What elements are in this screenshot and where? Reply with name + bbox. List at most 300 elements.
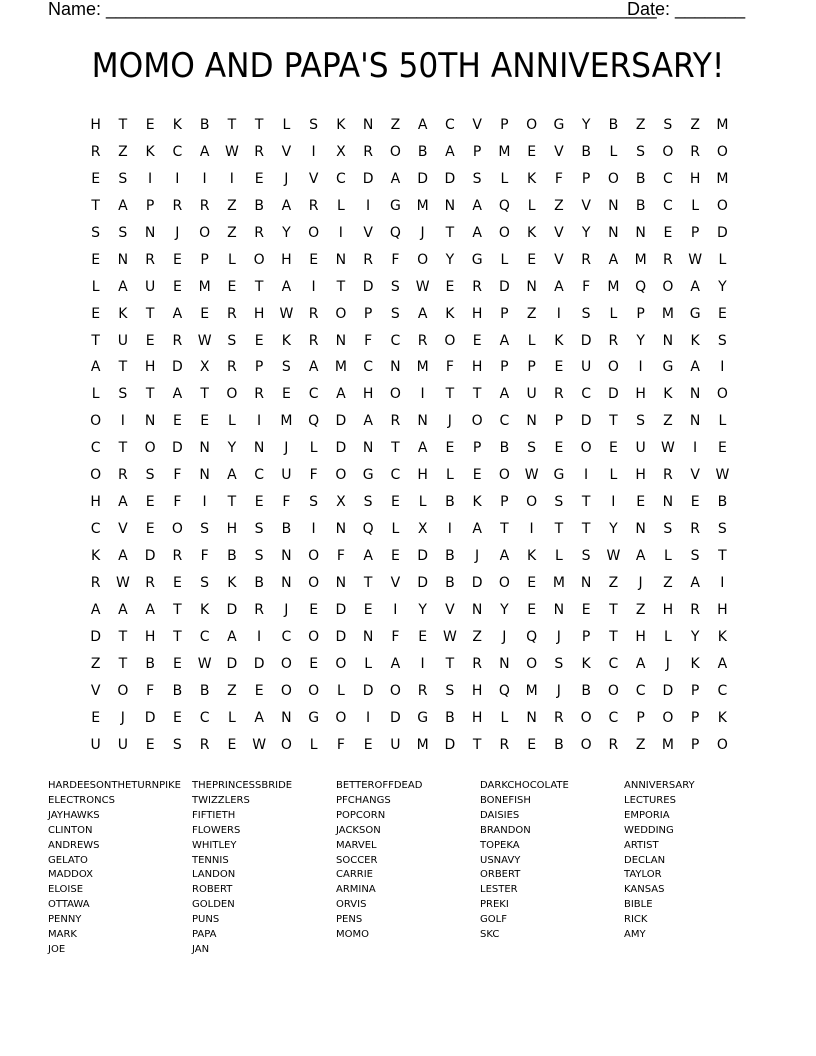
grid-letter[interactable]: V bbox=[554, 251, 564, 268]
grid-letter[interactable]: K bbox=[118, 305, 128, 322]
grid-letter[interactable]: A bbox=[199, 143, 210, 160]
grid-letter[interactable]: K bbox=[717, 628, 727, 645]
grid-letter[interactable]: N bbox=[281, 709, 292, 726]
grid-letter[interactable]: L bbox=[609, 467, 618, 484]
grid-letter[interactable]: D bbox=[417, 574, 429, 591]
grid-letter[interactable]: Z bbox=[90, 655, 101, 672]
grid-letter[interactable]: T bbox=[91, 332, 100, 349]
grid-letter[interactable]: O bbox=[662, 143, 674, 160]
grid-letter[interactable]: E bbox=[254, 494, 264, 511]
grid-letter[interactable]: O bbox=[308, 682, 320, 699]
grid-letter[interactable]: M bbox=[416, 736, 429, 753]
grid-letter[interactable]: A bbox=[145, 601, 155, 618]
grid-letter[interactable]: O bbox=[662, 278, 674, 295]
grid-letter[interactable]: E bbox=[309, 655, 319, 672]
grid-letter[interactable]: O bbox=[716, 386, 728, 403]
grid-letter[interactable]: B bbox=[281, 521, 292, 538]
grid-letter[interactable]: N bbox=[662, 494, 674, 511]
grid-letter[interactable]: V bbox=[554, 143, 564, 160]
grid-letter[interactable]: D bbox=[362, 170, 374, 187]
grid-letter[interactable]: P bbox=[472, 143, 482, 160]
grid-letter[interactable]: C bbox=[581, 386, 592, 403]
grid-letter[interactable]: K bbox=[336, 117, 346, 133]
grid-letter[interactable]: G bbox=[308, 709, 320, 726]
grid-letter[interactable]: Y bbox=[418, 601, 427, 618]
grid-letter[interactable]: P bbox=[500, 494, 509, 511]
grid-letter[interactable]: R bbox=[608, 736, 619, 753]
grid-letter[interactable]: D bbox=[226, 655, 238, 672]
grid-letter[interactable]: X bbox=[336, 494, 346, 511]
grid-letter[interactable]: P bbox=[690, 736, 700, 753]
grid-letter[interactable]: J bbox=[284, 440, 289, 457]
grid-letter[interactable]: L bbox=[609, 143, 618, 160]
grid-letter[interactable]: E bbox=[254, 682, 264, 699]
grid-letter[interactable]: A bbox=[390, 170, 401, 187]
grid-letter[interactable]: K bbox=[581, 655, 591, 672]
grid-letter[interactable]: F bbox=[173, 494, 182, 511]
grid-letter[interactable]: O bbox=[526, 655, 538, 672]
grid-letter[interactable]: M bbox=[661, 736, 674, 753]
grid-letter[interactable]: E bbox=[445, 440, 455, 457]
grid-letter[interactable]: T bbox=[254, 278, 264, 295]
grid-letter[interactable]: F bbox=[391, 628, 400, 645]
grid-letter[interactable]: F bbox=[336, 548, 345, 564]
grid-letter[interactable]: E bbox=[254, 170, 264, 187]
grid-letter[interactable]: B bbox=[445, 548, 455, 564]
grid-letter[interactable]: H bbox=[471, 709, 483, 726]
grid-letter[interactable]: Z bbox=[663, 574, 673, 591]
grid-letter[interactable]: O bbox=[308, 628, 320, 645]
grid-letter[interactable]: V bbox=[472, 117, 482, 133]
grid-letter[interactable]: R bbox=[690, 143, 700, 160]
grid-letter[interactable]: O bbox=[144, 440, 156, 457]
grid-letter[interactable]: L bbox=[91, 386, 100, 403]
grid-letter[interactable]: C bbox=[608, 655, 619, 672]
grid-letter[interactable]: C bbox=[608, 709, 619, 726]
grid-letter[interactable]: O bbox=[471, 413, 483, 430]
grid-letter[interactable]: A bbox=[417, 440, 428, 457]
grid-letter[interactable]: L bbox=[663, 628, 672, 645]
grid-letter[interactable]: B bbox=[199, 682, 210, 699]
grid-letter[interactable]: B bbox=[635, 170, 646, 187]
grid-letter[interactable]: A bbox=[390, 655, 401, 672]
grid-letter[interactable]: M bbox=[661, 305, 674, 322]
grid-letter[interactable]: E bbox=[309, 601, 319, 618]
grid-letter[interactable]: H bbox=[253, 305, 265, 322]
grid-letter[interactable]: B bbox=[499, 440, 510, 457]
grid-letter[interactable]: P bbox=[500, 359, 509, 376]
grid-letter[interactable]: C bbox=[199, 628, 210, 645]
grid-letter[interactable]: S bbox=[200, 521, 210, 538]
grid-letter[interactable]: S bbox=[254, 548, 264, 564]
grid-letter[interactable]: O bbox=[444, 332, 456, 349]
grid-letter[interactable]: Q bbox=[635, 278, 647, 295]
grid-letter[interactable]: S bbox=[554, 655, 564, 672]
grid-letter[interactable]: Y bbox=[445, 251, 455, 268]
grid-letter[interactable]: B bbox=[172, 682, 183, 699]
grid-letter[interactable]: D bbox=[417, 548, 429, 564]
grid-letter[interactable]: E bbox=[91, 709, 101, 726]
grid-letter[interactable]: P bbox=[200, 251, 209, 268]
grid-letter[interactable]: J bbox=[175, 224, 180, 241]
grid-letter[interactable]: L bbox=[445, 467, 454, 484]
grid-letter[interactable]: S bbox=[118, 224, 128, 241]
grid-letter[interactable]: F bbox=[200, 548, 209, 564]
grid-letter[interactable]: R bbox=[227, 359, 237, 376]
grid-letter[interactable]: L bbox=[227, 413, 236, 430]
grid-letter[interactable]: N bbox=[362, 628, 374, 645]
grid-letter[interactable]: E bbox=[363, 736, 373, 753]
grid-letter[interactable]: E bbox=[527, 601, 537, 618]
grid-letter[interactable]: A bbox=[118, 601, 128, 618]
grid-letter[interactable]: Q bbox=[526, 628, 538, 645]
grid-letter[interactable]: I bbox=[693, 440, 698, 457]
grid-letter[interactable]: H bbox=[90, 494, 101, 511]
grid-letter[interactable]: C bbox=[390, 467, 401, 484]
grid-letter[interactable]: N bbox=[335, 251, 347, 268]
grid-letter[interactable]: F bbox=[282, 494, 291, 511]
grid-letter[interactable]: E bbox=[581, 601, 591, 618]
grid-letter[interactable]: H bbox=[281, 251, 292, 268]
grid-letter[interactable]: B bbox=[445, 494, 455, 511]
grid-letter[interactable]: R bbox=[690, 521, 700, 538]
grid-letter[interactable]: T bbox=[336, 278, 346, 295]
grid-letter[interactable]: G bbox=[471, 251, 483, 268]
grid-letter[interactable]: V bbox=[390, 574, 401, 591]
grid-letter[interactable]: D bbox=[362, 278, 374, 295]
grid-letter[interactable]: O bbox=[716, 143, 728, 160]
grid-letter[interactable]: D bbox=[444, 736, 456, 753]
grid-letter[interactable]: L bbox=[527, 332, 536, 349]
grid-letter[interactable]: O bbox=[335, 655, 347, 672]
grid-letter[interactable]: R bbox=[417, 682, 428, 699]
grid-letter[interactable]: T bbox=[254, 117, 264, 133]
grid-letter[interactable]: T bbox=[118, 628, 128, 645]
grid-letter[interactable]: R bbox=[308, 305, 319, 322]
grid-letter[interactable]: H bbox=[144, 628, 156, 645]
grid-letter[interactable]: R bbox=[172, 197, 183, 214]
grid-letter[interactable]: I bbox=[175, 170, 180, 187]
grid-letter[interactable]: C bbox=[444, 117, 455, 133]
grid-letter[interactable]: R bbox=[472, 655, 482, 672]
grid-letter[interactable]: I bbox=[257, 628, 262, 645]
grid-letter[interactable]: S bbox=[527, 440, 537, 457]
grid-letter[interactable]: E bbox=[717, 440, 727, 457]
grid-letter[interactable]: S bbox=[390, 278, 400, 295]
grid-letter[interactable]: O bbox=[607, 682, 619, 699]
grid-letter[interactable]: F bbox=[391, 251, 400, 268]
grid-letter[interactable]: R bbox=[254, 601, 264, 618]
grid-letter[interactable]: L bbox=[227, 251, 236, 268]
grid-letter[interactable]: L bbox=[336, 682, 345, 699]
grid-letter[interactable]: O bbox=[716, 736, 728, 753]
grid-letter[interactable]: A bbox=[417, 117, 428, 133]
grid-letter[interactable]: U bbox=[281, 467, 292, 484]
grid-letter[interactable]: A bbox=[717, 655, 728, 672]
grid-letter[interactable]: I bbox=[202, 170, 207, 187]
grid-letter[interactable]: S bbox=[281, 359, 291, 376]
grid-letter[interactable]: N bbox=[662, 332, 674, 349]
grid-letter[interactable]: E bbox=[309, 251, 319, 268]
grid-letter[interactable]: V bbox=[308, 170, 319, 187]
grid-letter[interactable]: L bbox=[527, 197, 536, 214]
grid-letter[interactable]: O bbox=[253, 251, 265, 268]
grid-letter[interactable]: H bbox=[662, 601, 674, 618]
grid-letter[interactable]: I bbox=[556, 305, 561, 322]
grid-letter[interactable]: L bbox=[336, 197, 345, 214]
grid-letter[interactable]: K bbox=[145, 143, 155, 160]
grid-letter[interactable]: K bbox=[200, 601, 210, 618]
grid-letter[interactable]: W bbox=[252, 736, 267, 753]
grid-letter[interactable]: N bbox=[471, 601, 483, 618]
grid-letter[interactable]: O bbox=[90, 467, 102, 484]
grid-letter[interactable]: R bbox=[199, 736, 210, 753]
grid-letter[interactable]: J bbox=[556, 628, 561, 645]
grid-letter[interactable]: T bbox=[363, 574, 373, 591]
grid-letter[interactable]: Y bbox=[718, 278, 727, 295]
grid-letter[interactable]: P bbox=[581, 170, 591, 187]
grid-letter[interactable]: Z bbox=[635, 736, 646, 753]
grid-letter[interactable]: E bbox=[527, 736, 537, 753]
grid-letter[interactable]: W bbox=[688, 251, 703, 268]
grid-letter[interactable]: A bbox=[472, 521, 482, 538]
grid-letter[interactable]: W bbox=[524, 467, 539, 484]
grid-letter[interactable]: I bbox=[148, 170, 153, 187]
grid-letter[interactable]: Q bbox=[498, 682, 510, 699]
grid-letter[interactable]: A bbox=[472, 224, 482, 241]
grid-letter[interactable]: T bbox=[227, 494, 237, 511]
grid-letter[interactable]: Z bbox=[227, 224, 237, 241]
grid-letter[interactable]: E bbox=[145, 521, 155, 538]
grid-letter[interactable]: N bbox=[362, 440, 374, 457]
grid-letter[interactable]: Y bbox=[609, 521, 618, 538]
grid-letter[interactable]: K bbox=[554, 332, 564, 349]
grid-letter[interactable]: N bbox=[608, 197, 619, 214]
grid-letter[interactable]: T bbox=[173, 601, 182, 618]
grid-letter[interactable]: S bbox=[663, 521, 673, 538]
grid-letter[interactable]: C bbox=[390, 332, 401, 349]
grid-letter[interactable]: M bbox=[525, 682, 538, 699]
grid-letter[interactable]: G bbox=[553, 117, 565, 133]
grid-letter[interactable]: L bbox=[500, 251, 509, 268]
grid-letter[interactable]: K bbox=[690, 655, 700, 672]
grid-letter[interactable]: F bbox=[309, 467, 318, 484]
grid-letter[interactable]: K bbox=[527, 548, 537, 564]
grid-letter[interactable]: W bbox=[197, 332, 212, 349]
grid-letter[interactable]: D bbox=[607, 386, 619, 403]
grid-letter[interactable]: M bbox=[634, 251, 647, 268]
grid-letter[interactable]: C bbox=[717, 682, 728, 699]
grid-letter[interactable]: I bbox=[420, 386, 425, 403]
grid-letter[interactable]: J bbox=[665, 655, 670, 672]
grid-letter[interactable]: U bbox=[526, 386, 537, 403]
grid-letter[interactable]: H bbox=[471, 305, 483, 322]
grid-letter[interactable]: A bbox=[172, 386, 183, 403]
grid-letter[interactable]: H bbox=[635, 628, 646, 645]
grid-letter[interactable]: A bbox=[90, 359, 101, 376]
grid-letter[interactable]: L bbox=[691, 197, 700, 214]
grid-letter[interactable]: C bbox=[90, 521, 101, 538]
grid-letter[interactable]: P bbox=[554, 413, 564, 430]
grid-letter[interactable]: L bbox=[282, 117, 291, 133]
grid-letter[interactable]: M bbox=[498, 143, 511, 160]
grid-letter[interactable]: G bbox=[389, 197, 401, 214]
grid-letter[interactable]: M bbox=[716, 117, 729, 133]
grid-letter[interactable]: A bbox=[690, 278, 700, 295]
grid-letter[interactable]: B bbox=[445, 709, 455, 726]
grid-letter[interactable]: M bbox=[416, 197, 429, 214]
grid-letter[interactable]: N bbox=[199, 440, 210, 457]
grid-letter[interactable]: R bbox=[363, 143, 373, 160]
grid-letter[interactable]: O bbox=[308, 548, 320, 564]
grid-letter[interactable]: T bbox=[227, 117, 237, 133]
grid-letter[interactable]: T bbox=[500, 521, 509, 538]
grid-letter[interactable]: I bbox=[120, 413, 125, 430]
grid-letter[interactable]: P bbox=[472, 440, 482, 457]
grid-letter[interactable]: I bbox=[366, 709, 371, 726]
grid-letter[interactable]: N bbox=[253, 440, 265, 457]
grid-letter[interactable]: I bbox=[529, 521, 534, 538]
grid-letter[interactable]: E bbox=[636, 494, 646, 511]
grid-letter[interactable]: Y bbox=[690, 628, 700, 645]
grid-letter[interactable]: N bbox=[689, 413, 701, 430]
grid-letter[interactable]: W bbox=[197, 655, 212, 672]
grid-letter[interactable]: H bbox=[635, 386, 646, 403]
grid-letter[interactable]: O bbox=[117, 682, 129, 699]
grid-letter[interactable]: O bbox=[199, 224, 211, 241]
grid-letter[interactable]: G bbox=[662, 359, 674, 376]
grid-letter[interactable]: E bbox=[472, 332, 482, 349]
grid-letter[interactable]: A bbox=[499, 332, 510, 349]
grid-letter[interactable]: W bbox=[224, 143, 239, 160]
grid-letter[interactable]: I bbox=[447, 521, 452, 538]
grid-letter[interactable]: Z bbox=[635, 117, 646, 133]
grid-letter[interactable]: J bbox=[475, 548, 480, 564]
grid-letter[interactable]: N bbox=[144, 413, 156, 430]
grid-letter[interactable]: N bbox=[281, 574, 292, 591]
grid-letter[interactable]: R bbox=[417, 332, 428, 349]
grid-letter[interactable]: L bbox=[663, 548, 672, 564]
grid-letter[interactable]: N bbox=[417, 413, 428, 430]
grid-letter[interactable]: D bbox=[335, 628, 347, 645]
grid-letter[interactable]: X bbox=[199, 359, 210, 376]
grid-letter[interactable]: V bbox=[363, 224, 373, 241]
grid-letter[interactable]: Y bbox=[282, 224, 291, 241]
grid-letter[interactable]: S bbox=[145, 467, 155, 484]
grid-letter[interactable]: E bbox=[172, 413, 182, 430]
grid-letter[interactable]: S bbox=[472, 170, 482, 187]
grid-letter[interactable]: E bbox=[717, 305, 727, 322]
grid-letter[interactable]: E bbox=[472, 467, 482, 484]
grid-letter[interactable]: E bbox=[172, 278, 182, 295]
grid-letter[interactable]: A bbox=[472, 197, 482, 214]
grid-letter[interactable]: G bbox=[553, 467, 565, 484]
grid-letter[interactable]: R bbox=[690, 601, 700, 618]
grid-letter[interactable]: S bbox=[227, 332, 237, 349]
grid-letter[interactable]: A bbox=[608, 251, 619, 268]
grid-letter[interactable]: E bbox=[663, 224, 673, 241]
grid-letter[interactable]: B bbox=[581, 682, 591, 699]
grid-letter[interactable]: V bbox=[281, 143, 292, 160]
grid-letter[interactable]: D bbox=[580, 413, 592, 430]
grid-letter[interactable]: A bbox=[227, 628, 237, 645]
grid-letter[interactable]: K bbox=[717, 709, 727, 726]
grid-letter[interactable]: E bbox=[527, 574, 537, 591]
grid-letter[interactable]: W bbox=[279, 305, 294, 322]
grid-letter[interactable]: S bbox=[690, 548, 700, 564]
grid-letter[interactable]: A bbox=[227, 467, 237, 484]
grid-letter[interactable]: N bbox=[553, 601, 565, 618]
grid-letter[interactable]: Z bbox=[663, 413, 673, 430]
grid-letter[interactable]: O bbox=[389, 386, 401, 403]
grid-letter[interactable]: A bbox=[635, 655, 646, 672]
grid-letter[interactable]: E bbox=[254, 332, 264, 349]
grid-letter[interactable]: O bbox=[280, 655, 292, 672]
grid-letter[interactable]: T bbox=[554, 521, 564, 538]
grid-letter[interactable]: B bbox=[199, 117, 210, 133]
grid-letter[interactable]: U bbox=[90, 736, 101, 753]
grid-letter[interactable]: R bbox=[554, 386, 564, 403]
grid-letter[interactable]: M bbox=[607, 278, 620, 295]
grid-letter[interactable]: H bbox=[717, 601, 728, 618]
grid-letter[interactable]: E bbox=[227, 278, 237, 295]
grid-letter[interactable]: E bbox=[690, 494, 700, 511]
grid-letter[interactable]: S bbox=[717, 521, 727, 538]
grid-letter[interactable]: J bbox=[284, 170, 289, 187]
grid-letter[interactable]: R bbox=[308, 197, 319, 214]
grid-letter[interactable]: E bbox=[527, 143, 537, 160]
grid-letter[interactable]: Z bbox=[227, 197, 237, 214]
grid-letter[interactable]: E bbox=[227, 736, 237, 753]
grid-letter[interactable]: G bbox=[417, 709, 429, 726]
grid-letter[interactable]: O bbox=[716, 197, 728, 214]
grid-letter[interactable]: T bbox=[445, 386, 455, 403]
grid-letter[interactable]: D bbox=[498, 278, 510, 295]
grid-letter[interactable]: R bbox=[172, 548, 183, 564]
grid-letter[interactable]: T bbox=[472, 736, 482, 753]
grid-letter[interactable]: A bbox=[554, 278, 564, 295]
grid-letter[interactable]: R bbox=[308, 332, 319, 349]
grid-letter[interactable]: A bbox=[281, 278, 292, 295]
grid-letter[interactable]: F bbox=[554, 170, 563, 187]
grid-letter[interactable]: R bbox=[254, 143, 264, 160]
grid-letter[interactable]: H bbox=[471, 359, 483, 376]
grid-letter[interactable]: E bbox=[200, 413, 210, 430]
grid-letter[interactable]: D bbox=[417, 170, 429, 187]
grid-letter[interactable]: O bbox=[498, 574, 510, 591]
grid-letter[interactable]: R bbox=[608, 332, 619, 349]
grid-letter[interactable]: H bbox=[90, 117, 101, 133]
grid-letter[interactable]: O bbox=[308, 224, 320, 241]
grid-letter[interactable]: I bbox=[229, 170, 234, 187]
grid-letter[interactable]: C bbox=[662, 197, 673, 214]
grid-letter[interactable]: E bbox=[172, 655, 182, 672]
grid-letter[interactable]: O bbox=[335, 709, 347, 726]
grid-letter[interactable]: C bbox=[281, 628, 292, 645]
grid-letter[interactable]: N bbox=[335, 332, 347, 349]
grid-letter[interactable]: K bbox=[690, 332, 700, 349]
grid-letter[interactable]: A bbox=[308, 359, 319, 376]
grid-letter[interactable]: L bbox=[309, 440, 318, 457]
grid-letter[interactable]: D bbox=[144, 548, 156, 564]
grid-letter[interactable]: N bbox=[117, 251, 129, 268]
grid-letter[interactable]: Q bbox=[362, 521, 374, 538]
grid-letter[interactable]: O bbox=[308, 574, 320, 591]
grid-letter[interactable]: R bbox=[254, 224, 264, 241]
grid-letter[interactable]: Y bbox=[227, 440, 237, 457]
grid-letter[interactable]: U bbox=[117, 332, 128, 349]
grid-letter[interactable]: E bbox=[390, 548, 400, 564]
